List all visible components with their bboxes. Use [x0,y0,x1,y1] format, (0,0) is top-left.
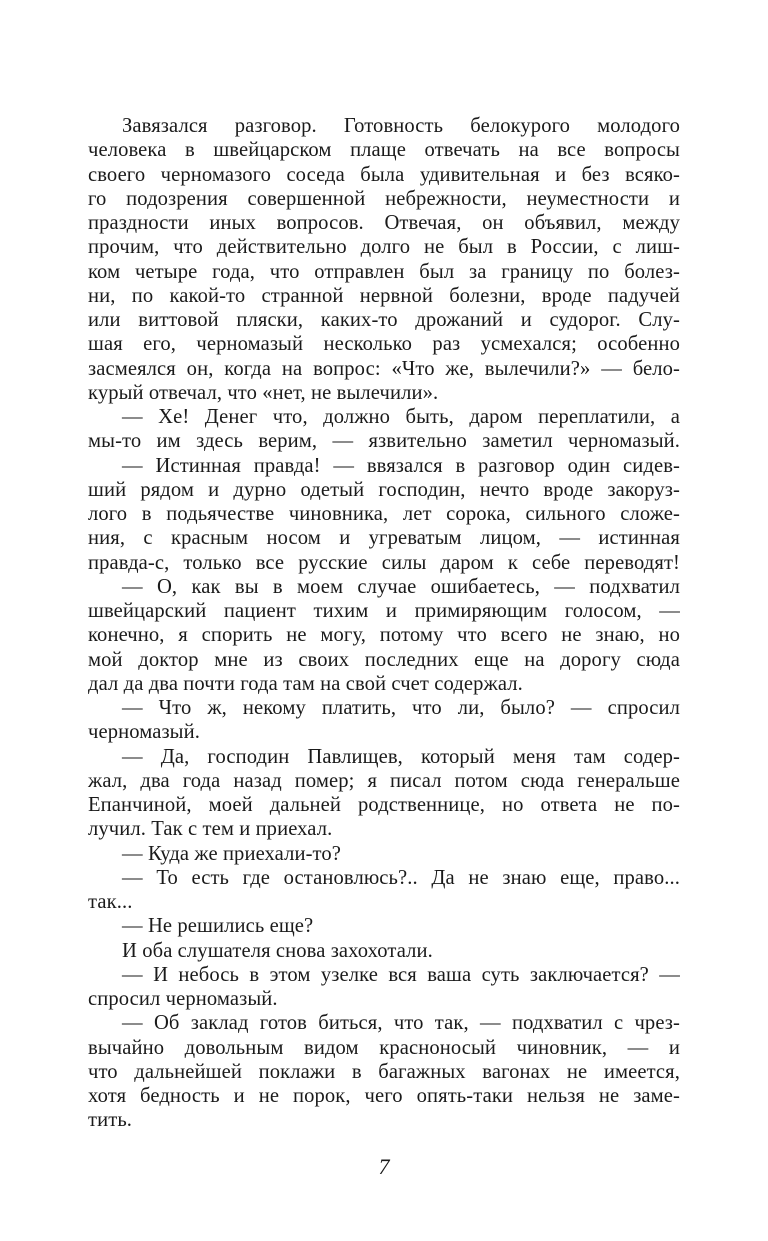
text-line: засмеялся он, когда на вопрос: «Что же, вылечили?» — бело- [88,357,680,380]
text-line: праздности иных вопросов. Отвечая, он объявил, между [88,212,680,234]
text-line: го подозрения совершенной небрежности, неуместности и [88,187,680,210]
text-line: — Хе! Денег что, должно быть, даром переплатили, а [122,406,680,428]
text-line: И оба слушателя снова захохотали. [122,939,433,962]
text-line: тить. [88,1109,133,1132]
text-line: ния, с красным носом и угреватым лицом, — истинная [88,527,680,550]
text-line: шая его, черномазый несколько раз усмехался; особенно [88,333,680,356]
text-line: дал да два почти года там на свой счет содержал. [88,672,523,695]
body-text [88,114,680,1133]
text-line: — Об заклад готов биться, что так, — подхватил с чрез- [122,1012,680,1035]
text-line: — И небось в этом узелке вся ваша суть заключается? — [122,963,680,986]
text-line: ший рядом и дурно одетый господин, нечто вроде закоруз- [88,478,680,501]
text-line: Завязался разговор. Готовность белокурого молодого [122,115,680,137]
text-line: Епанчиной, моей дальней родственнице, но ответа не по- [88,794,680,816]
text-line: конечно, я спорить не могу, потому что всего не знаю, но [88,624,680,647]
text-line: вычайно довольным видом красноносый чиновник, — и [88,1036,680,1059]
text-line: — Что ж, некому платить, что ли, было? — спросил [122,697,680,719]
text-line: правда-с, только все русские силы даром к себе переводят! [88,551,680,574]
text-line: — Истинная правда! — ввязался в разговор один сидев- [122,454,680,477]
text-line: — То есть где остановлюсь?.. Да не знаю еще, право... [122,866,680,889]
text-line: так... [88,891,133,913]
text-line: ком четыре года, что отправлен был за границу по болез- [88,260,680,283]
text-line: ни, по какой-то странной нервной болезни, вроде падучей [88,284,680,307]
text-line: швейцарский пациент тихим и примиряющим голосом, — [88,600,680,622]
text-line: прочим, что действительно долго не был в России, с лиш- [88,236,680,259]
text-line: спросил черномазый. [88,988,278,1010]
text-line: — Куда же приехали-то? [122,842,342,865]
text-line: — Не решились еще? [122,915,314,938]
page-number: 7 [378,1154,390,1179]
text-line: мой доктор мне из своих последних еще на дорогу сюда [88,648,680,671]
text-line: курый отвечал, что «нет, не вылечили». [88,381,439,404]
text-line: черномазый. [88,721,200,744]
text-line: человека в швейцарском плаще отвечать на все вопросы [88,139,680,162]
text-line: что дальнейшей поклажи в багажных вагонах не имеется, [88,1060,680,1083]
text-line: своего черномазого соседа была удивительная и без всяко- [88,163,680,186]
text-line: или виттовой пляски, каких-то дрожаний и судорог. Слу- [88,309,680,331]
text-line: лучил. Так с тем и приехал. [88,818,333,841]
text-line: хотя бедность и не порок, чего опять-таки нельзя не заме- [88,1085,680,1107]
text-line: жал, два года назад помер; я писал потом сюда генеральше [88,769,680,792]
text-line: мы-то им здесь верим, — язвительно заметил черномазый. [88,430,680,453]
text-line: лого в подьячестве чиновника, лет сорока, сильного сложе- [88,503,680,525]
text-line: — О, как вы в моем случае ошибаетесь, — подхватил [122,575,680,598]
text-line: — Да, господин Павлищев, который меня там содер- [122,745,680,768]
